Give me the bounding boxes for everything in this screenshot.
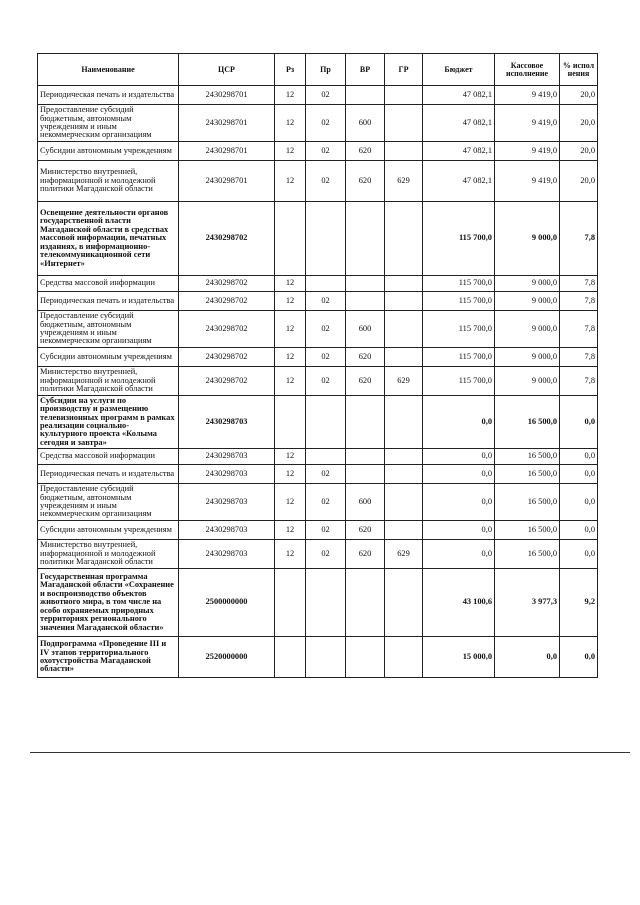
- cell-vr: 600: [346, 105, 385, 142]
- cell-gr: 629: [385, 540, 423, 569]
- table-row: [38, 105, 598, 142]
- cell-gr: 629: [385, 367, 423, 396]
- cell-cash: 16 500,0: [495, 396, 560, 449]
- cell-rz: 12: [275, 142, 306, 161]
- cell-pct: 7,8: [560, 348, 598, 367]
- cell-csr: 2430298702: [179, 202, 275, 276]
- cell-pr: 02: [306, 311, 346, 348]
- cell-budget: 115 700,0: [423, 367, 495, 396]
- cell-budget: 0,0: [423, 484, 495, 521]
- cell-pr: 02: [306, 484, 346, 521]
- cell-name: Средства массовой информации: [38, 449, 179, 465]
- cell-rz: 12: [275, 292, 306, 311]
- cell-cash: 9 000,0: [495, 367, 560, 396]
- cell-pr: [306, 569, 346, 637]
- table-row: [38, 348, 598, 367]
- table-row: [38, 161, 598, 202]
- cell-csr: 2430298702: [179, 348, 275, 367]
- cell-vr: [346, 276, 385, 292]
- cell-rz: 12: [275, 161, 306, 202]
- cell-gr: [385, 396, 423, 449]
- cell-pct: 0,0: [560, 637, 598, 678]
- cell-budget: 43 100,6: [423, 569, 495, 637]
- cell-vr: [346, 86, 385, 105]
- table-row: [38, 276, 598, 292]
- cell-name: Субсидии автономным учреждениям: [38, 348, 179, 367]
- cell-pr: 02: [306, 105, 346, 142]
- cell-name: Периодическая печать и издательства: [38, 292, 179, 311]
- cell-vr: 600: [346, 311, 385, 348]
- cell-cash: 9 000,0: [495, 311, 560, 348]
- cell-pct: 0,0: [560, 465, 598, 484]
- cell-csr: 2430298702: [179, 292, 275, 311]
- cell-csr: 2430298701: [179, 86, 275, 105]
- cell-csr: 2430298701: [179, 161, 275, 202]
- cell-vr: 620: [346, 521, 385, 540]
- table-row: [38, 86, 598, 105]
- cell-budget: 47 082,1: [423, 161, 495, 202]
- table-row: [38, 311, 598, 348]
- cell-gr: [385, 465, 423, 484]
- cell-cash: 16 500,0: [495, 521, 560, 540]
- cell-csr: 2430298703: [179, 449, 275, 465]
- cell-pr: 02: [306, 292, 346, 311]
- cell-budget: 0,0: [423, 449, 495, 465]
- cell-rz: [275, 202, 306, 276]
- cell-csr: 2430298702: [179, 367, 275, 396]
- cell-name: Министерство внутренней, информационной и молодежной политики Магаданской области: [38, 367, 179, 396]
- cell-rz: [275, 396, 306, 449]
- cell-gr: [385, 86, 423, 105]
- cell-gr: [385, 202, 423, 276]
- cell-pct: 0,0: [560, 396, 598, 449]
- cell-rz: 12: [275, 311, 306, 348]
- cell-rz: 12: [275, 105, 306, 142]
- cell-vr: [346, 569, 385, 637]
- cell-gr: [385, 521, 423, 540]
- cell-csr: 2430298701: [179, 105, 275, 142]
- table-row: [38, 540, 598, 569]
- table-row: [38, 367, 598, 396]
- cell-rz: 12: [275, 484, 306, 521]
- cell-budget: 115 700,0: [423, 202, 495, 276]
- table-row: [38, 465, 598, 484]
- cell-pr: 02: [306, 521, 346, 540]
- cell-gr: [385, 105, 423, 142]
- cell-vr: [346, 202, 385, 276]
- cell-gr: [385, 449, 423, 465]
- cell-rz: 12: [275, 86, 306, 105]
- cell-rz: [275, 569, 306, 637]
- cell-rz: 12: [275, 540, 306, 569]
- cell-pct: 20,0: [560, 142, 598, 161]
- cell-name: Подпрограмма «Проведение III и IV этапов территориального охотустройства Магаданской области»: [38, 637, 179, 678]
- cell-cash: 9 419,0: [495, 86, 560, 105]
- cell-cash: 9 000,0: [495, 348, 560, 367]
- cell-vr: [346, 465, 385, 484]
- cell-cash: 16 500,0: [495, 540, 560, 569]
- cell-pct: 9,2: [560, 569, 598, 637]
- cell-cash: 9 419,0: [495, 105, 560, 142]
- cell-name: Государственная программа Магаданской области «Сохранение и воспроизводство объектов животного мира, в том числе на особо охраняемых природных территориях регионального значения Магаданской области»: [38, 569, 179, 637]
- cell-budget: 47 082,1: [423, 142, 495, 161]
- cell-pct: 20,0: [560, 161, 598, 202]
- cell-name: Субсидии автономным учреждениям: [38, 521, 179, 540]
- page-divider: [30, 752, 630, 753]
- cell-pr: 02: [306, 367, 346, 396]
- cell-gr: [385, 292, 423, 311]
- cell-name: Предоставление субсидий бюджетным, автономным учреждениям и иным некоммерческим организациям: [38, 484, 179, 521]
- cell-pr: [306, 276, 346, 292]
- cell-pr: [306, 202, 346, 276]
- cell-cash: 3 977,3: [495, 569, 560, 637]
- cell-rz: 12: [275, 465, 306, 484]
- cell-csr: 2430298703: [179, 396, 275, 449]
- cell-pct: 7,8: [560, 311, 598, 348]
- cell-vr: 620: [346, 367, 385, 396]
- cell-name: Освещение деятельности органов государственной власти Магаданской области в средствах массовой информации, печатных изданиях, в информационно-телекоммуникационной сети «Интернет»: [38, 202, 179, 276]
- table-row: [38, 449, 598, 465]
- cell-pct: 7,8: [560, 367, 598, 396]
- cell-gr: [385, 311, 423, 348]
- header-pr: Пр: [306, 54, 346, 86]
- cell-rz: 12: [275, 521, 306, 540]
- cell-gr: [385, 484, 423, 521]
- cell-pr: [306, 449, 346, 465]
- cell-pr: 02: [306, 142, 346, 161]
- cell-name: Периодическая печать и издательства: [38, 465, 179, 484]
- cell-cash: 16 500,0: [495, 449, 560, 465]
- cell-name: Субсидии на услуги по производству и размещению телевизионных программ в рамках реализации социально-культурного проекта «Колыма сегодня и завтра»: [38, 396, 179, 449]
- cell-csr: 2430298703: [179, 484, 275, 521]
- cell-cash: 0,0: [495, 637, 560, 678]
- cell-gr: [385, 142, 423, 161]
- cell-rz: 12: [275, 449, 306, 465]
- cell-pct: 7,8: [560, 202, 598, 276]
- cell-gr: [385, 569, 423, 637]
- table-row: [38, 484, 598, 521]
- budget-execution-table: [37, 53, 598, 678]
- cell-cash: 9 419,0: [495, 142, 560, 161]
- cell-csr: 2430298701: [179, 142, 275, 161]
- cell-pct: 0,0: [560, 540, 598, 569]
- cell-csr: 2500000000: [179, 569, 275, 637]
- cell-budget: 15 000,0: [423, 637, 495, 678]
- cell-pr: 02: [306, 465, 346, 484]
- cell-cash: 16 500,0: [495, 484, 560, 521]
- cell-pct: 20,0: [560, 105, 598, 142]
- cell-pct: 0,0: [560, 521, 598, 540]
- header-name: Наименование: [38, 54, 179, 86]
- table-row: [38, 521, 598, 540]
- cell-pr: [306, 637, 346, 678]
- table-header-row: [38, 54, 598, 86]
- cell-pct: 0,0: [560, 484, 598, 521]
- cell-name: Периодическая печать и издательства: [38, 86, 179, 105]
- cell-budget: 47 082,1: [423, 86, 495, 105]
- cell-pr: 02: [306, 161, 346, 202]
- cell-vr: [346, 292, 385, 311]
- cell-pr: 02: [306, 540, 346, 569]
- cell-pct: 20,0: [560, 86, 598, 105]
- table-row: [38, 142, 598, 161]
- cell-rz: [275, 637, 306, 678]
- header-vr: ВР: [346, 54, 385, 86]
- cell-vr: [346, 637, 385, 678]
- cell-csr: 2430298703: [179, 521, 275, 540]
- cell-name: Министерство внутренней, информационной и молодежной политики Магаданской области: [38, 161, 179, 202]
- cell-name: Министерство внутренней, информационной и молодежной политики Магаданской области: [38, 540, 179, 569]
- table-row: [38, 569, 598, 637]
- cell-name: Субсидии автономным учреждениям: [38, 142, 179, 161]
- cell-csr: 2520000000: [179, 637, 275, 678]
- cell-rz: 12: [275, 348, 306, 367]
- header-pct: % испол нения: [560, 54, 598, 86]
- cell-budget: 0,0: [423, 540, 495, 569]
- header-rz: Рз: [275, 54, 306, 86]
- cell-pr: 02: [306, 86, 346, 105]
- cell-rz: 12: [275, 367, 306, 396]
- cell-cash: 9 000,0: [495, 292, 560, 311]
- cell-cash: 16 500,0: [495, 465, 560, 484]
- cell-gr: [385, 637, 423, 678]
- cell-budget: 115 700,0: [423, 292, 495, 311]
- table-row: [38, 292, 598, 311]
- cell-budget: 115 700,0: [423, 276, 495, 292]
- header-csr: ЦСР: [179, 54, 275, 86]
- cell-vr: 600: [346, 484, 385, 521]
- cell-cash: 9 000,0: [495, 276, 560, 292]
- cell-budget: 0,0: [423, 465, 495, 484]
- cell-rz: 12: [275, 276, 306, 292]
- cell-vr: [346, 449, 385, 465]
- cell-vr: 620: [346, 161, 385, 202]
- cell-name: Предоставление субсидий бюджетным, автономным учреждениям и иным некоммерческим организациям: [38, 311, 179, 348]
- cell-vr: [346, 396, 385, 449]
- cell-gr: 629: [385, 161, 423, 202]
- table-row: [38, 202, 598, 276]
- table-row: [38, 637, 598, 678]
- cell-budget: 0,0: [423, 396, 495, 449]
- cell-name: Средства массовой информации: [38, 276, 179, 292]
- cell-budget: 0,0: [423, 521, 495, 540]
- cell-pr: 02: [306, 348, 346, 367]
- header-gr: ГР: [385, 54, 423, 86]
- cell-budget: 115 700,0: [423, 311, 495, 348]
- cell-vr: 620: [346, 142, 385, 161]
- cell-gr: [385, 348, 423, 367]
- cell-csr: 2430298703: [179, 540, 275, 569]
- header-cash: Кассовое исполнение: [495, 54, 560, 86]
- cell-pct: 7,8: [560, 276, 598, 292]
- cell-pct: 7,8: [560, 292, 598, 311]
- cell-budget: 47 082,1: [423, 105, 495, 142]
- cell-gr: [385, 276, 423, 292]
- cell-vr: 620: [346, 540, 385, 569]
- cell-pct: 0,0: [560, 449, 598, 465]
- cell-cash: 9 419,0: [495, 161, 560, 202]
- cell-cash: 9 000,0: [495, 202, 560, 276]
- cell-csr: 2430298703: [179, 465, 275, 484]
- cell-pr: [306, 396, 346, 449]
- cell-budget: 115 700,0: [423, 348, 495, 367]
- cell-csr: 2430298702: [179, 276, 275, 292]
- cell-name: Предоставление субсидий бюджетным, автономным учреждениям и иным некоммерческим организациям: [38, 105, 179, 142]
- cell-vr: 620: [346, 348, 385, 367]
- header-budget: Бюджет: [423, 54, 495, 86]
- table-row: [38, 396, 598, 449]
- cell-csr: 2430298702: [179, 311, 275, 348]
